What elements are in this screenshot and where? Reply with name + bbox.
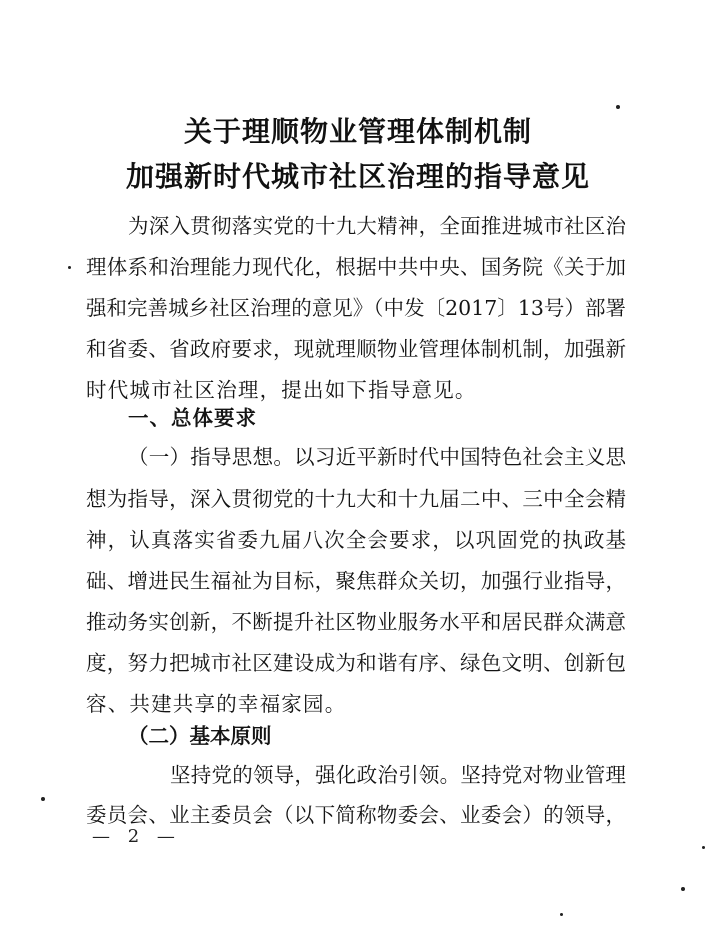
- scan-speck: [681, 887, 685, 891]
- intro-line-2: 理体系和治理能力现代化，根据中共中央、国务院《关于加: [86, 255, 626, 279]
- document-title-line-2: 加强新时代城市社区治理的指导意见: [125, 160, 590, 193]
- subsection-2-heading: （二）基本原则: [128, 724, 272, 748]
- subsection-1-line-7: 容、共建共享的幸福家园。: [86, 692, 347, 716]
- scan-speck: [560, 913, 563, 916]
- scan-speck: [41, 797, 45, 801]
- intro-line-5: 时代城市社区治理，提出如下指导意见。: [86, 378, 477, 402]
- subsection-1-line-1: （一）指导思想。以习近平新时代中国特色社会主义思: [128, 445, 626, 469]
- subsection-1-line-3: 神，认真落实省委九届八次全会要求，以巩固党的执政基: [86, 528, 626, 552]
- section-heading-general-requirements: 一、总体要求: [128, 406, 257, 430]
- subsection-1-line-2: 想为指导，深入贯彻党的十九大和十九届二中、三中全会精: [86, 487, 626, 511]
- principle-line-2: 委员会、业主委员会（以下简称物委会、业委会）的领导，: [86, 803, 626, 827]
- subsection-1-line-4: 础、增进民生福祉为目标，聚焦群众关切，加强行业指导，: [86, 569, 626, 593]
- intro-line-3: 强和完善城乡社区治理的意见》（中发〔2017〕13号）部署: [86, 296, 626, 320]
- document-title-line-1: 关于理顺物业管理体制机制: [183, 115, 532, 148]
- principle-line-1: 坚持党的领导，强化政治引领。坚持党对物业管理: [170, 763, 626, 787]
- intro-line-1: 为深入贯彻落实党的十九大精神，全面推进城市社区治: [128, 214, 626, 238]
- intro-line-4: 和省委、省政府要求，现就理顺物业管理体制机制，加强新: [86, 337, 626, 361]
- scan-speck: [68, 266, 71, 269]
- subsection-1-line-5: 推动务实创新，不断提升社区物业服务水平和居民群众满意: [86, 610, 626, 634]
- subsection-1-line-6: 度，努力把城市社区建设成为和谐有序、绿色文明、创新包: [86, 651, 626, 675]
- scan-speck: [616, 105, 620, 109]
- scan-speck: [702, 846, 705, 849]
- page-number: — 2 —: [92, 826, 181, 847]
